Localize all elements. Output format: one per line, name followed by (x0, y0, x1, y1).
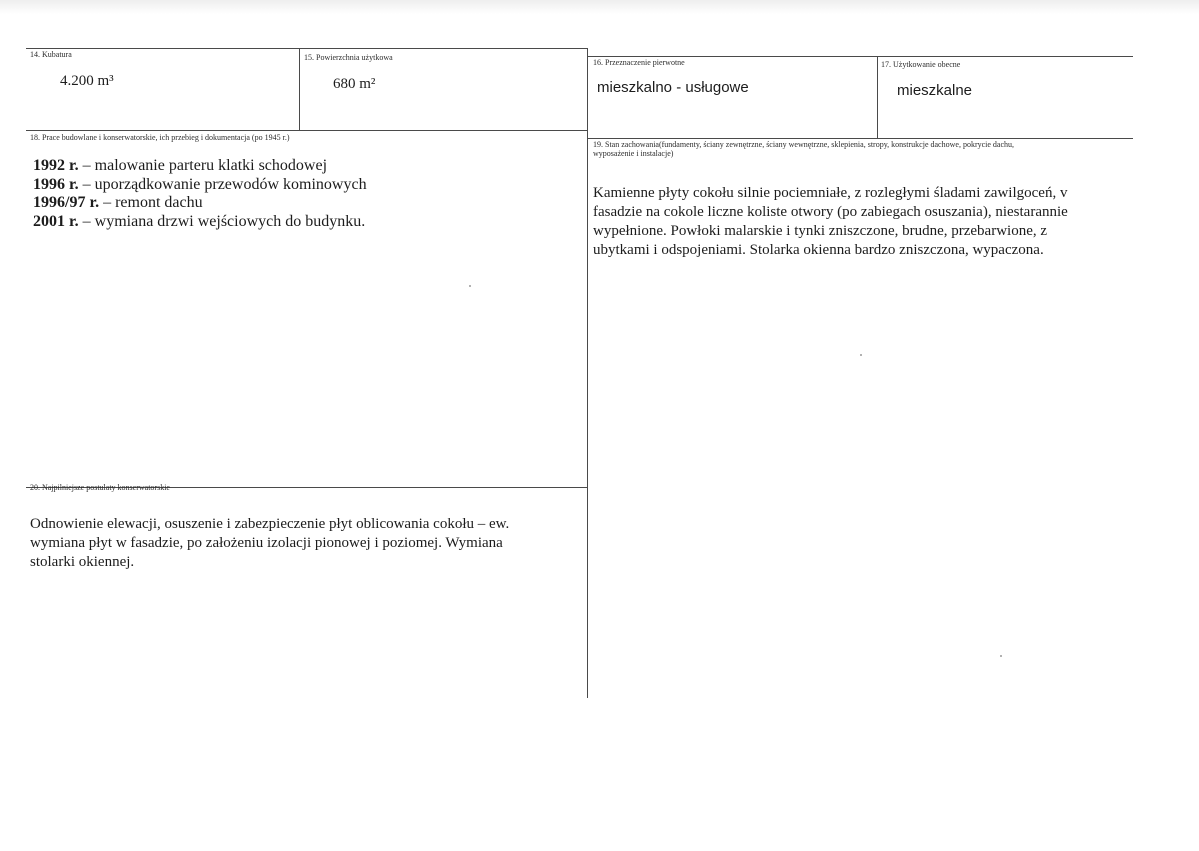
prace-label: 18. Prace budowlane i konserwatorskie, ich przebieg i dokumentacja (po 1945 r.) (30, 133, 290, 142)
prace-entry (33, 194, 583, 213)
rule-top-right (588, 56, 1133, 57)
scan-speck (860, 354, 862, 356)
prace-entry-text: – malowanie parteru klatki schodowej (78, 157, 328, 174)
prace-entry-year: 1992 r. (33, 157, 79, 174)
rule-divider-main (587, 48, 588, 698)
kubatura-label: 14. Kubatura (30, 50, 72, 59)
prace-entry-year: 2001 r. (33, 212, 79, 230)
prace-entry (33, 157, 583, 176)
stan-text-line: wypełnione. Powłoki malarskie i tynki zniszczone, brudne, przebarwione, z (593, 223, 1048, 239)
stan-text-line: ubytkami i odspojeniami. Stolarka okienna bardzo zniszczona, wypaczona. (593, 242, 1044, 258)
rule-row2-left (26, 130, 588, 131)
uzytkowanie-label: 17. Użytkowanie obecne (881, 60, 961, 69)
scan-speck (469, 285, 471, 287)
prace-entry (33, 176, 583, 195)
stan-label-line: wyposażenie i instalacje) (593, 149, 674, 158)
postulaty-text-line: stolarki okiennej. (30, 554, 135, 570)
stan-text (593, 184, 1138, 260)
prace-entry-year: 1996 r. (33, 175, 79, 193)
powierzchnia-value: 680 m² (333, 76, 376, 92)
prace-entry-text: – wymiana drzwi wejściowych do budynku. (78, 212, 366, 230)
stan-text-line: Kamienne płyty cokołu silnie pociemniałe, z rozległymi śladami zawilgoceń, v (593, 185, 1068, 201)
rule-top-left (26, 48, 588, 49)
prace-entry (33, 213, 583, 232)
postulaty-text (30, 515, 580, 572)
postulaty-label: 20. Najpilniejsze postulaty konserwatorskie (30, 483, 170, 492)
stan-text-line: fasadzie na cokole liczne koliste otwory (po zabiegach osuszania), niestarannie (593, 204, 1068, 220)
postulaty-text-line: wymiana płyt w fasadzie, po założeniu izolacji pionowej i poziomej. Wymiana (30, 535, 503, 551)
postulaty-text-line: Odnowienie elewacji, osuszenie i zabezpieczenie płyt oblicowania cokołu – ew. (30, 516, 510, 532)
scan-speck (1000, 655, 1002, 657)
rule-divider-15 (299, 48, 300, 130)
powierzchnia-label: 15. Powierzchnia użytkowa (304, 53, 393, 62)
scan-top-edge (0, 0, 1199, 14)
prace-entry-year: 1996/97 r. (33, 194, 100, 211)
przeznaczenie-value: mieszkalno - usługowe (597, 79, 749, 96)
uzytkowanie-value: mieszkalne (897, 82, 973, 99)
rule-divider-17 (877, 56, 878, 138)
stan-label (593, 140, 1133, 158)
stan-label-line: 19. Stan zachowania(fundamenty, ściany zewnętrzne, ściany wewnętrzne, sklepienia, stropy, konstrukcje dachowe, pokrycie dachu, (593, 140, 1015, 149)
przeznaczenie-label: 16. Przeznaczenie pierwotne (593, 58, 685, 67)
kubatura-value: 4.200 m³ (60, 73, 114, 89)
rule-row2-right (588, 138, 1133, 139)
prace-list (33, 157, 583, 231)
prace-entry-text: – uporządkowanie przewodów kominowych (78, 175, 367, 193)
prace-entry-text: – remont dachu (99, 194, 203, 211)
